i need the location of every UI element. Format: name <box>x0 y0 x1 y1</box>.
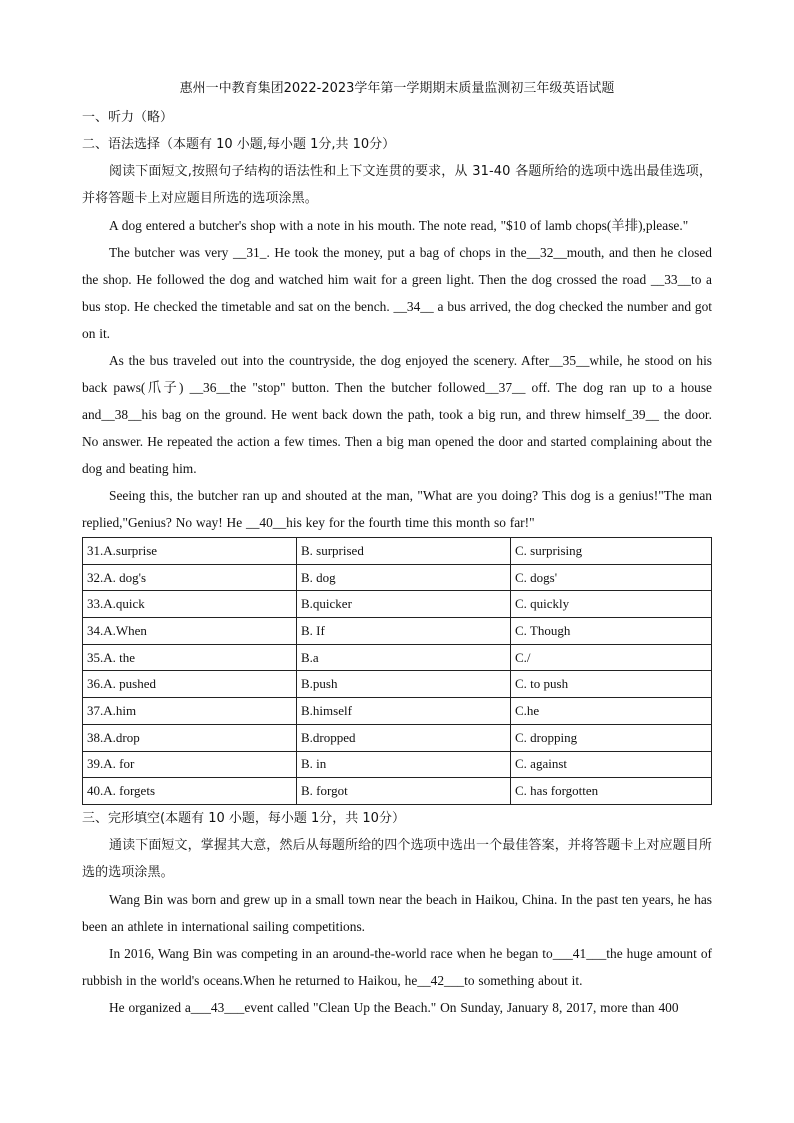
exam-title: 惠州一中教育集团2022-2023学年第一学期期末质量监测初三年级英语试题 <box>179 81 615 96</box>
grammar-options-table <box>82 537 712 805</box>
option-c: C.he <box>511 698 712 725</box>
option-b: B. surprised <box>297 538 511 565</box>
grammar-paragraph: Seeing this, the butcher ran up and shouted at the man, "What are you doing? This dog is a genius!"The man replied,"Genius? No way! He __40__his key for the fourth time this month so far!" <box>82 488 712 530</box>
section-cloze-heading: 三、完形填空(本题有 10 小题，每小题 1分，共 10分） <box>82 810 405 826</box>
option-b: B.push <box>297 671 511 698</box>
option-b: B.himself <box>297 698 511 725</box>
option-b: B. If <box>297 618 511 645</box>
grammar-paragraph: As the bus traveled out into the countryside, the dog enjoyed the scenery. After__35__while, he stood on his back paws(爪子) __36__the "stop" button. Then the butcher followed__37__ off. The dog ran up to a house and__38__his bag on the ground. He went back down the path, took a big run, and threw himself_39__ the door. No answer. He repeated the action a few times. Then a big man opened the door and started complaining about the dog and beating him. <box>82 353 712 476</box>
option-b: B.a <box>297 644 511 671</box>
option-c: C. dropping <box>511 724 712 751</box>
option-a: 33.A.quick <box>83 591 297 618</box>
option-c: C. quickly <box>511 591 712 618</box>
table-row <box>83 618 712 645</box>
option-a: 34.A.When <box>83 618 297 645</box>
option-a: 37.A.him <box>83 698 297 725</box>
option-b: B. in <box>297 751 511 778</box>
option-a: 31.A.surprise <box>83 538 297 565</box>
cloze-paragraph: In 2016, Wang Bin was competing in an around-the-world race when he began to___41___the huge amount of rubbish in the world's oceans.When he returned to Haikou, he__42___to something about it. <box>82 945 712 988</box>
option-b: B. forgot <box>297 778 511 805</box>
grammar-paragraph: A dog entered a butcher's shop with a note in his mouth. The note read, "$10 of lamb chops(羊排),please." <box>109 218 689 233</box>
table-row <box>83 778 712 805</box>
option-c: C./ <box>511 644 712 671</box>
table-row <box>83 564 712 591</box>
option-c: C. dogs' <box>511 564 712 591</box>
table-row <box>83 671 712 698</box>
option-c: C. Though <box>511 618 712 645</box>
option-b: B. dog <box>297 564 511 591</box>
section-grammar-heading: 二、语法选择（本题有 10 小题,每小题 1分,共 10分） <box>82 137 396 152</box>
option-b: B.quicker <box>297 591 511 618</box>
option-c: C. has forgotten <box>511 778 712 805</box>
option-a: 40.A. forgets <box>83 778 297 805</box>
cloze-paragraph: He organized a___43___event called "Clean Up the Beach." On Sunday, January 8, 2017, more than 400 <box>109 999 679 1015</box>
option-c: C. surprising <box>511 538 712 565</box>
section-listening-heading: 一、听力（略） <box>82 110 174 125</box>
table-row <box>83 644 712 671</box>
option-c: C. to push <box>511 671 712 698</box>
grammar-instruction: 阅读下面短文,按照句子结构的语法性和上下文连贯的要求，从 31-40 各题所给的选项中选出最佳选项，并将答题卡上对应题目所选的选项涂黑。 <box>82 164 712 206</box>
grammar-paragraph: The butcher was very __31_. He took the money, put a bag of chops in the__32__mouth, and then he closed the shop. He followed the dog and watched him wait for a green light. Then the dog crossed the road __33__to a bus stop. He checked the timetable and sat on the bench. __34__ a bus arrived, the dog checked the number and got on it. <box>82 245 712 341</box>
table-row <box>83 591 712 618</box>
option-a: 39.A. for <box>83 751 297 778</box>
option-a: 32.A. dog's <box>83 564 297 591</box>
option-b: B.dropped <box>297 724 511 751</box>
cloze-paragraph: Wang Bin was born and grew up in a small town near the beach in Haikou, China. In the past ten years, he has been an athlete in international sailing competitions. <box>82 891 712 934</box>
table-row <box>83 751 712 778</box>
option-a: 36.A. pushed <box>83 671 297 698</box>
table-row <box>83 724 712 751</box>
table-row <box>83 698 712 725</box>
cloze-instruction: 通读下面短文，掌握其大意，然后从每题所给的四个选项中选出一个最佳答案，并将答题卡上对应题目所选的选项涂黑。 <box>82 837 712 880</box>
table-row <box>83 538 712 565</box>
option-a: 38.A.drop <box>83 724 297 751</box>
option-a: 35.A. the <box>83 644 297 671</box>
option-c: C. against <box>511 751 712 778</box>
